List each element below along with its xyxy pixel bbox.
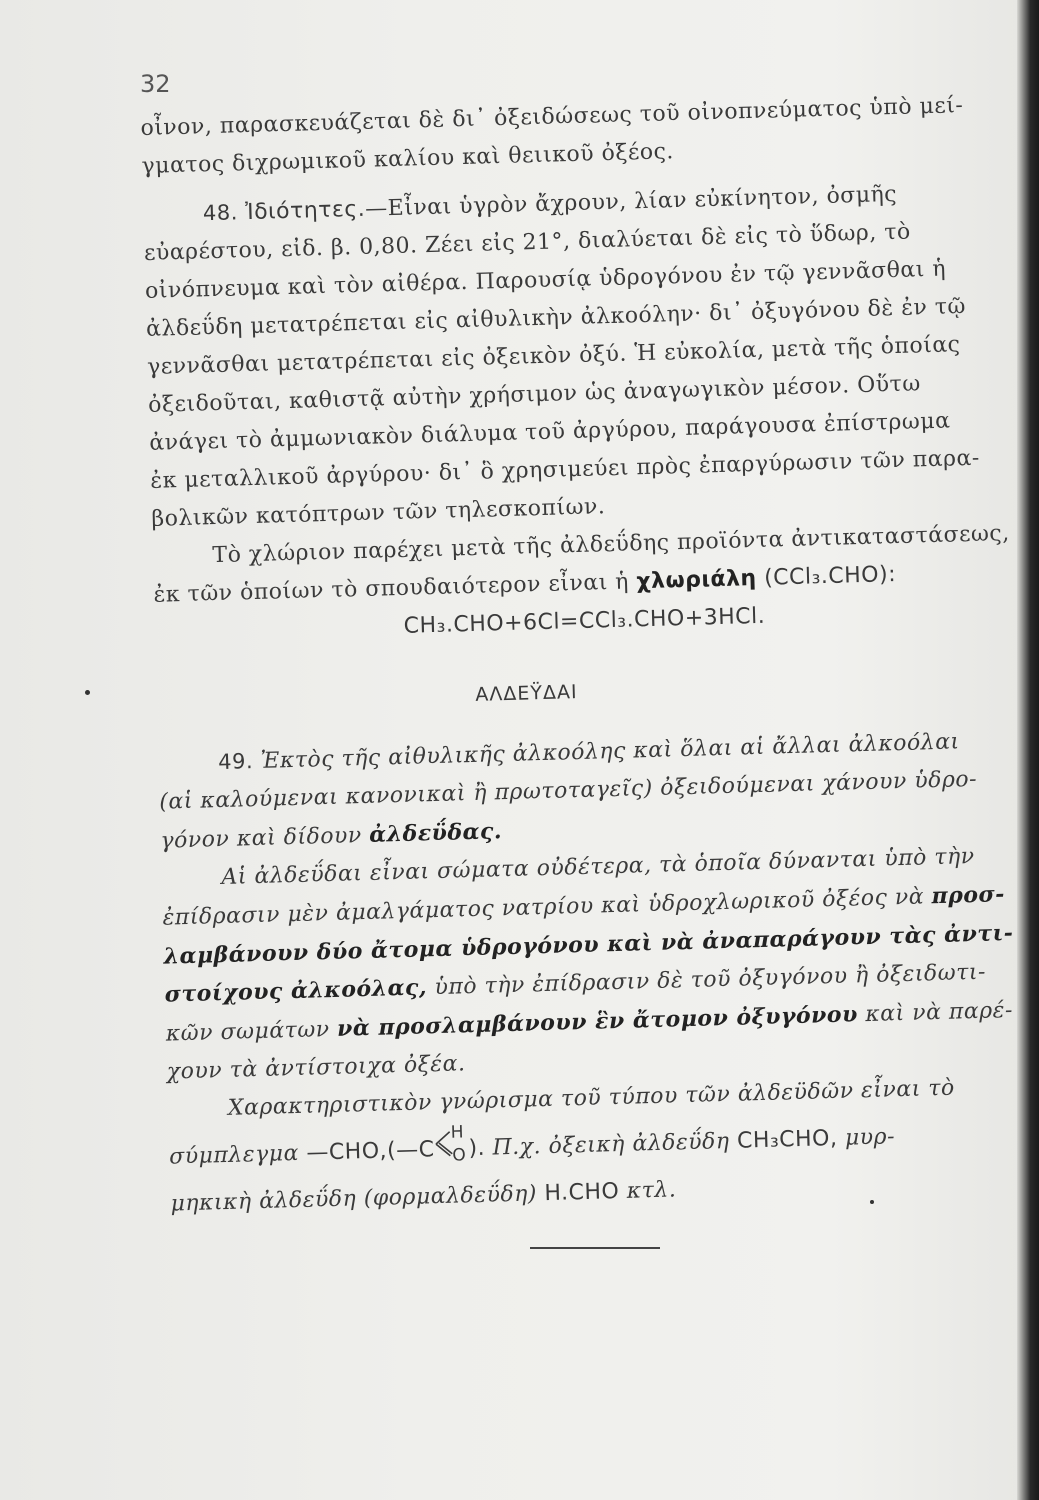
text-line: γματος διχρωμικοῦ καλίου καὶ θειικοῦ ὀξέος. [141,139,675,179]
text-line: λαμβάνουν δύο ἄτομα ὑδρογόνου καὶ νὰ ἀναπαράγουν τὰς ἀντι- [163,919,1014,970]
text-span: μηκικὴ ἀλδεΰδη (φορμαλδεΰδη) [170,1181,538,1217]
hydrogen-label: H [450,1122,465,1143]
oxygen-label: O [452,1145,467,1163]
text-span: ὑπὸ τὴν ἐπίδρασιν δὲ τοῦ ὀξυγόνου ἢ ὀξειδωτι- [434,959,987,1001]
bold-span: προσ- [931,881,1006,910]
chemical-equation: CH₃.CHO+6Cl=CCl₃.CHO+3HCl. [403,603,766,639]
end-rule [530,1247,660,1249]
speck [870,1200,874,1204]
text-span: σύμπλεγμα [168,1140,300,1170]
text-span: ). [468,1135,486,1162]
bold-span: στοίχους ἀλκοόλας, [164,974,428,1008]
text-span: Ἐκτὸς τῆς αἰθυλικῆς ἀλκοόλης καὶ ὅλαι αἱ ἄλλαι ἀλκοόλαι [260,729,960,774]
page-edge-shadow [1017,0,1039,1500]
carbonyl-bonds-icon [434,1121,469,1162]
aldehyde-group-formula [434,1121,470,1178]
text-line: (αἱ καλούμεναι κανονικαὶ ἢ πρωτοταγεῖς) ὀξειδούμεναι χάνουν ὑδρο- [158,766,978,815]
text-line: Τὸ χλώριον παρέχει μετὰ τῆς ἀλδεΰδης προϊόντα ἀντικαταστάσεως, [212,520,1011,569]
section-title: Ἰδιότητες. [244,196,366,226]
section-48 [142,172,1011,539]
text-span: κτλ. [626,1177,677,1204]
text-span: —Εἶναι ὑγρὸν ἄχρουν, λίαν εὐκίνητον, ὀσμῆς [364,181,898,222]
chloral-formula: (CCl₃.CHO): [763,562,897,591]
formula-acetaldehyde: CH₃CHO, [736,1125,838,1154]
text-line: ἐκ μεταλλικοῦ ἀργύρου· δι᾿ ὃ χρησιμεύει πρὸς ἐπαργύρωσιν τῶν παρα- [150,445,981,494]
bold-span: νὰ προσλαμβάνουν ἓν ἄτομον ὀξυγόνου [336,1001,859,1042]
paragraph-aldehydes [161,837,1027,1092]
text-line: οἰνόπνευμα καὶ τὸν αἰθέρα. Παρουσίᾳ ὑδρογόνου ἐν τῷ γεννᾶσθαι ἡ [144,256,947,304]
page-number: 32 [140,70,171,98]
text-span: ἐκ τῶν ὁποίων τὸ σπουδαιότερον εἶναι ἡ [153,569,630,608]
text-line: ἀλδεΰδη μετατρέπεται εἰς αἰθυλικὴν ἀλκοόλην· δι᾿ ὀξυγόνου δὲ ἐν τῷ [145,294,967,342]
text-span: μυρ- [844,1124,896,1151]
text-line: εὐαρέστου, εἰδ. β. 0,80. Ζέει εἰς 21°, διαλύεται δὲ εἰς τὸ ὕδωρ, τὸ [143,219,912,266]
page-body [140,86,1031,1224]
chloral-term: χλωριάλη [636,565,757,595]
section-heading: ΑΛΔΕΫΔΑΙ [475,681,578,706]
formula-cho: —CHO,(—C [306,1137,435,1166]
paragraph-characteristic [167,1068,1030,1224]
text-line: ὀξειδοῦται, καθιστᾷ αὐτὴν χρήσιμον ὡς ἀναγωγικὸν μέσον. Οὕτω [147,371,922,418]
formula-formaldehyde: H.CHO [544,1179,620,1207]
text-line: Αἱ ἀλδεΰδαι εἶναι σώματα οὐδέτερα, τὰ ὁποῖα δύνανται ὑπὸ τὴν [221,843,975,891]
text-line: Χαρακτηριστικὸν γνώρισμα τοῦ τύπου τῶν ἀλδεϋδῶν εἶναι τὸ [227,1075,956,1121]
paragraph-chlorine [152,515,1015,653]
text-span: καὶ νὰ παρέ- [864,997,1014,1028]
text-line: γεννᾶσθαι μετατρέπεται εἰς ὀξεικὸν ὀξύ. Ἡ εὐκολία, μετὰ τῆς ὁποίας [146,332,961,380]
text-span: Π.χ. ὀξεικὴ ἀλδεΰδη [492,1128,730,1161]
text-line: οἶνον, παρασκευάζεται δὲ δι᾿ ὀξειδώσεως τοῦ οἰνοπνεύματος ὑπὸ μεί- [140,93,964,141]
text-line: χουν τὰ ἀντίστοιχα ὀξέα. [166,1051,466,1085]
section-number: 49. [217,749,254,775]
text-span: γόνον καὶ δίδουν [160,823,363,854]
section-number: 48. [202,200,239,226]
text-span: κῶν σωμάτων [165,1017,330,1047]
text-span: ἐπίδρασιν μὲν ἀμαλγάματος νατρίου καὶ ὑδροχλωρικοῦ ὀξέος νὰ [162,884,925,931]
aldehydes-term: ἀλδεΰδας. [368,818,503,848]
text-line: ἀνάγει τὸ ἀμμωνιακὸν διάλυμα τοῦ ἀργύρου, παράγουσα ἐπίστρωμα [148,408,951,456]
text-line: βολικῶν κατόπτρων τῶν τηλεσκοπίων. [151,494,606,532]
speck [85,690,90,695]
